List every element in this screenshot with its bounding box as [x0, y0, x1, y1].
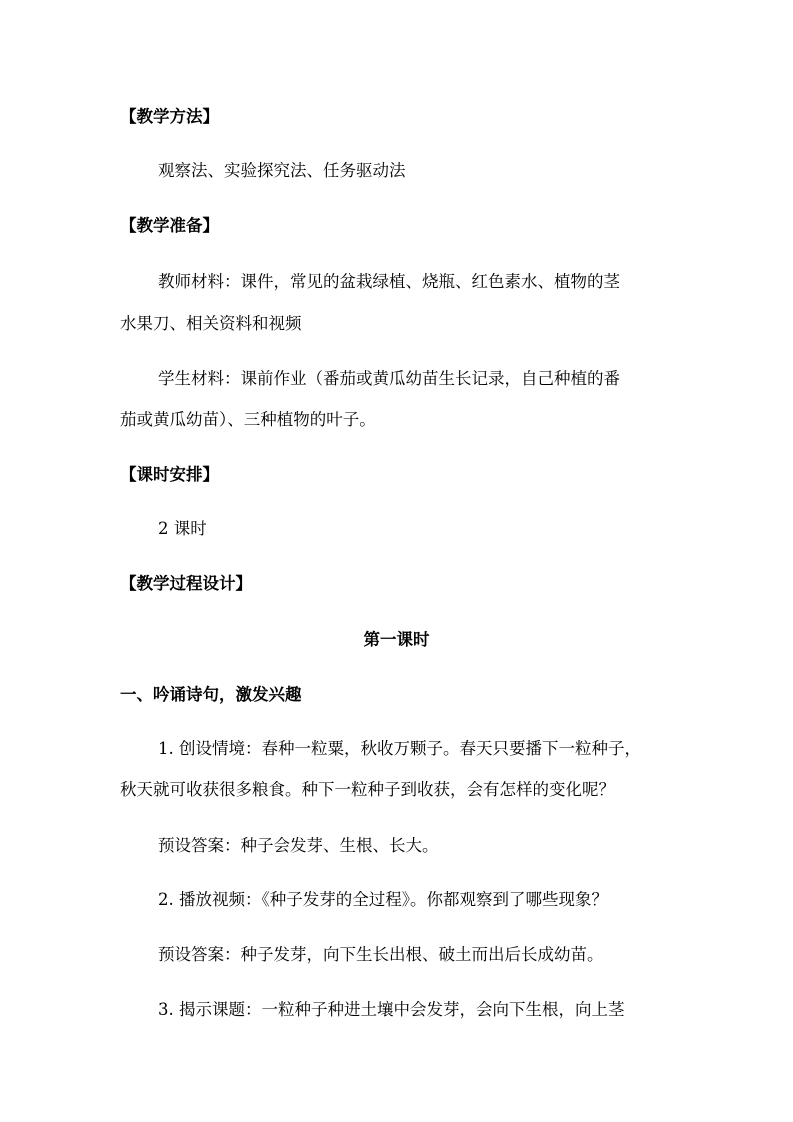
- item2: 2. 播放视频：《种子发芽的全过程》。你都观察到了哪些现象？: [158, 890, 608, 909]
- answer1: 预设答案：种子会发芽、生根、长大。: [158, 836, 439, 855]
- methods-heading: 【教学方法】: [120, 107, 219, 126]
- teacher-materials-line1: 教师材料：课件，常见的盆栽绿植、烧瓶、红色素水、植物的茎: [158, 272, 620, 291]
- prep-heading: 【教学准备】: [120, 216, 219, 235]
- item1-line2: 秋天就可收获很多粮食。种下一粒种子到收获，会有怎样的变化呢？: [120, 780, 615, 799]
- teacher-materials-line2: 水果刀、相关资料和视频: [120, 314, 302, 333]
- lesson-title: 第一课时: [363, 630, 430, 649]
- item3-line1: 3. 揭示课题：一粒种子种进土壤中会发芽，会向下生根，向上茎: [158, 1000, 625, 1019]
- student-materials-line2: 茄或黄瓜幼苗）、三种植物的叶子。: [120, 410, 376, 429]
- schedule-heading: 【课时安排】: [120, 465, 219, 484]
- item1-line1: 1. 创设情境：春种一粒粟，秋收万颗子。春天只要播下一粒种子，: [158, 739, 641, 758]
- part1-heading: 一、吟诵诗句，激发兴趣: [120, 685, 302, 704]
- answer2: 预设答案：种子发芽，向下生长出根、破土而出后长成幼苗。: [158, 945, 604, 964]
- process-heading: 【教学过程设计】: [120, 574, 252, 593]
- student-materials-line1: 学生材料：课前作业（番茄或黄瓜幼苗生长记录，自己种植的番: [158, 369, 620, 388]
- schedule-text: 2 课时: [158, 519, 207, 538]
- methods-text: 观察法、实验探究法、任务驱动法: [158, 161, 406, 180]
